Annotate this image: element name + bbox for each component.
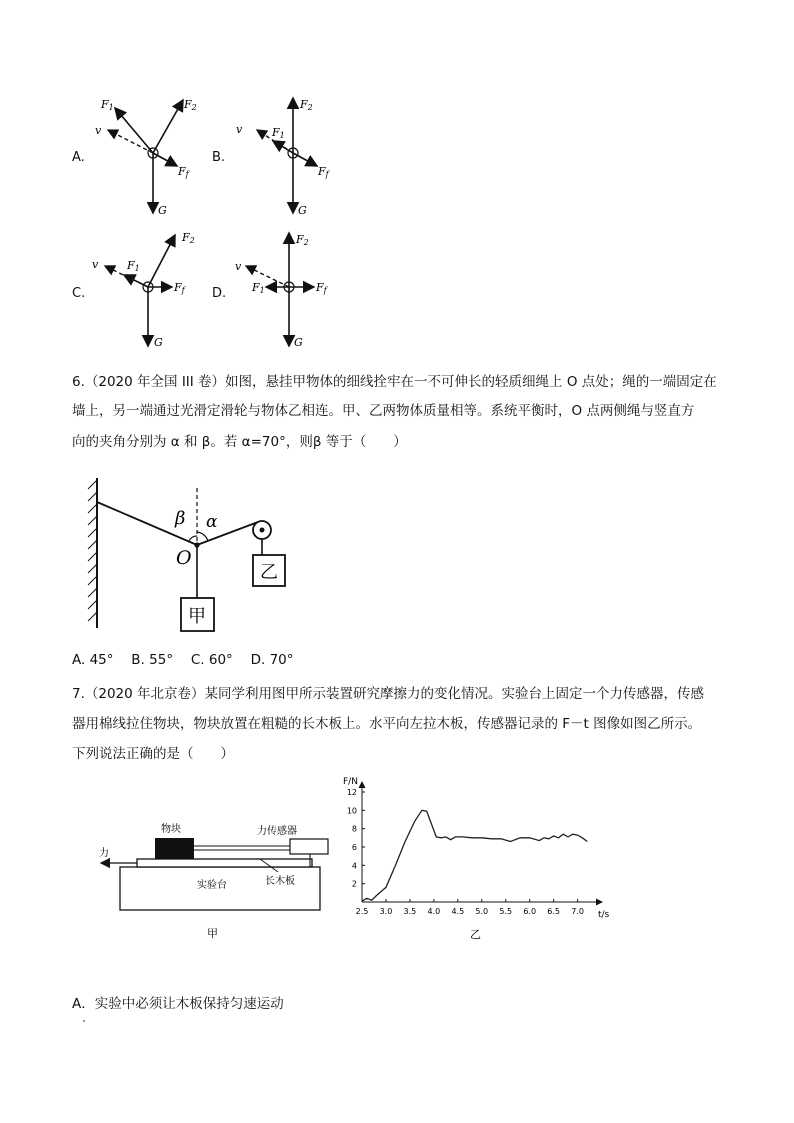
force-sensor [290,839,328,854]
x-tick-label: 5.5 [499,907,513,916]
svg-text:力传感器: 力传感器 [257,826,297,837]
svg-text:Ff: Ff [316,281,327,295]
y-tick-label: 4 [351,861,357,871]
block [155,838,194,859]
q6-pulley-figure [80,470,300,640]
q6-stem-line1: 6.（2020 年全国 III 卷）如图，悬挂甲物体的细线拴牢在一不可伸长的轻质细绳上 O 点处；绳的一端固定在 [72,374,717,390]
svg-text:v: v [235,260,242,273]
q6-stem-line3: 向的夹角分别为 α 和 β。若 α=70°，则β 等于（ ） [72,434,407,450]
option-c-letter: C. [72,286,86,301]
svg-text:长木板: 长木板 [265,876,295,887]
f2-arrow [153,100,183,153]
x-tick-label: 6.0 [523,907,537,916]
q7-stem-line1: 7.（2020 年北京卷）某同学利用图甲所示装置研究摩擦力的变化情况。实验台上固定一个力传感器，传感 [72,686,705,702]
q6-stem-line2: 墙上，另一端通过光滑定滑轮与物体乙相连。甲、乙两物体质量相等。系统平衡时，O 点两侧绳与竖直方 [72,403,695,419]
svg-text:G: G [294,336,303,349]
svg-text:G: G [154,336,163,349]
svg-text:G: G [298,204,307,217]
x-tick-label: 4.5 [451,907,465,916]
x-tick-label: 6.5 [547,907,561,916]
svg-text:甲: 甲 [207,927,218,940]
svg-text:物块: 物块 [161,824,181,835]
svg-text:Ff: Ff [178,165,189,179]
y-tick-label: 12 [346,788,357,797]
x-tick-label: 3.0 [379,907,393,916]
option-a-letter: A. [72,150,85,165]
option-d-letter: D. [212,286,227,301]
svg-text:F2: F2 [184,98,197,112]
friction-arrow [153,153,177,166]
v-label: v [95,124,102,137]
q7-apparatus-figure [95,810,345,945]
svg-text:F1: F1 [101,98,114,112]
point-o [194,542,199,547]
q7-ft-chart [330,770,620,945]
q7-option-a: A．实验中必须让木板保持匀速运动 [72,996,284,1012]
svg-text:力: 力 [99,848,109,859]
force-diagram-d [235,233,329,349]
force-diagrams [60,88,360,360]
stray-dot [83,1020,85,1022]
svg-text:v: v [92,258,99,271]
q7-stem-line2: 器用棉线拉住物块，物块放置在粗糙的长木板上。水平向左拉木板，传感器记录的 F－t 图像如图乙所示。 [72,716,702,732]
svg-text:F2: F2 [296,233,309,247]
svg-text:v: v [236,123,243,136]
x-tick-label: 5.0 [475,907,489,916]
y-tick-label: 6 [351,843,357,852]
svg-text:F1: F1 [252,281,265,295]
y-tick-label: 8 [351,824,357,834]
q6-options: A. 45° B. 55° C. 60° D. 70° [72,652,294,668]
svg-text:实验台: 实验台 [197,880,227,891]
chart-caption: 乙 [470,928,481,941]
chart-xlabel: t/s [598,910,610,920]
q7-stem-line3: 下列说法正确的是（ ） [72,746,234,762]
force-diagram-b [236,98,331,217]
option-b-letter: B. [212,150,226,165]
svg-text:Ff: Ff [318,165,329,179]
x-tick-label: 4.0 [427,907,441,916]
force-diagram-c [92,231,195,349]
long-board [137,859,312,867]
f1-arrow [115,108,153,153]
svg-text:G: G [158,204,167,217]
x-tick-label: 2.5 [355,907,369,916]
svg-text:F1: F1 [127,259,140,273]
yi-label: 乙 [260,562,278,583]
svg-text:F2: F2 [300,98,313,112]
svg-text:Ff: Ff [174,281,185,295]
velocity-arrow [108,130,153,153]
x-tick-label: 7.0 [571,907,584,916]
svg-text:F2: F2 [182,231,195,245]
y-tick-label: 10 [346,806,357,816]
chart-ylabel: F/N [343,777,358,787]
ft-series-line [362,810,587,901]
force-diagram-a [95,98,197,217]
svg-text:F1: F1 [272,126,285,140]
x-tick-label: 3.5 [403,907,417,916]
y-tick-label: 2 [351,879,357,889]
jia-label: 甲 [188,606,206,627]
alpha-label: α [206,512,218,532]
beta-label: β [175,508,186,529]
o-label: O [176,547,192,569]
